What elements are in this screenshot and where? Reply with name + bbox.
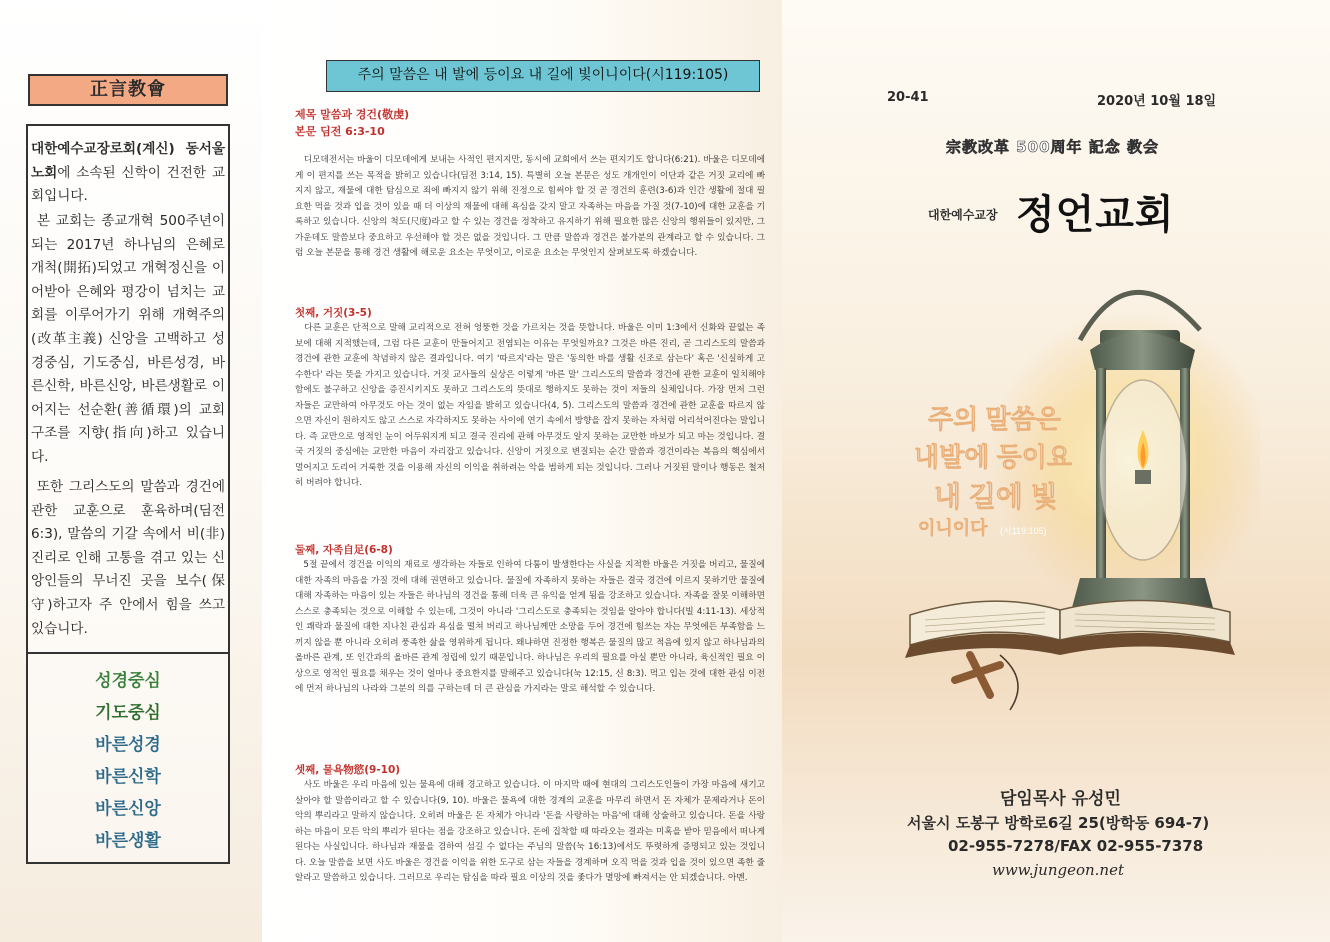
intro-paragraph-2: 본 교회는 종교개혁 500주년이 되는 2017년 하나님의 은혜로 개척(開拓)되었고 개혁정신을 이어받아 은혜와 평강이 넘치는 교회를 이루어가기 위해 개혁주의(改革主義) 신앙을 고백하고 성경중심, 기도중심, 바른성경, 바른신학, 바른신앙, 바른생활로 이어지는 선순환(善循環)의 교회 구조를 지향(指向)하고 있습니다.	[31, 213, 225, 465]
section-heading-1: 첫째, 거짓(3-5)	[295, 307, 372, 319]
cover-subtitle: 宗教改革 500周年 記念 教会	[946, 138, 1159, 156]
intro-text-1: 에 소속된 신학이 건전한 교회입니다.	[31, 164, 225, 205]
issue-number: 20-41	[887, 90, 929, 105]
church-website: www.jungeon.net	[992, 861, 1124, 879]
value-item: 바른생활	[95, 831, 161, 851]
core-values-list	[26, 654, 230, 864]
sermon-title: 제목 말씀과 경건(敬虔)	[295, 108, 410, 121]
lantern-bible-illustration	[900, 260, 1260, 720]
intro-paragraph-1	[31, 138, 225, 209]
sermon-intro: 디모데전서는 바울이 디모데에게 보내는 사적인 편지지만, 동시에 교회에서 쓰는 편지기도 합니다(6:21). 바울은 디모데에게 이 편지를 쓰는 목적을 밝히고 있습니다(딤전 3:14, 15). 특별히 오늘 본문은 성도 개개인이 이단과 같은 거짓 교리에 빠지지 않고, 재물에 대한 탐심으로 죄에 빠지지 않기 위해 진정으로 힘써야 할 것 곧 경건의 훈련(3-6)과 인간 생활에 절대 필요한 먹을 것과 입을 것이 있을 때 더 이상의 재물에 대해 욕심을 갖지 말고 자족하는 마음을 가질 것(7-10)에 대한 교훈을 기록하고 있습니다. 신앙의 척도(尺度)라고 할 수 있는 경건을 정착하고 유지하기 위해 필요한 많은 신앙의 행위들이 있지만, 그 가운데도 말씀보다 중요하고 우선해야 할 것은 없을 것입니다. 그 만큼 말씀과 경건은 불가분의 관계라고 할 수 있습니다. 그럼 오늘 본문을 통해 경건 생활에 해로운 요소는 무엇이고, 이로운 요소는 무엇인지 살펴보도록 하겠습니다.	[295, 155, 765, 258]
church-label: 正言教會	[28, 74, 228, 106]
value-item: 바른신학	[95, 767, 161, 787]
church-name: 정언교회	[1016, 192, 1175, 238]
section-body-1: 다른 교훈은 단적으로 말해 교리적으로 전혀 엉뚱한 것을 가르치는 것을 뜻합니다. 바울은 이미 1:3에서 신화와 끝없는 족보에 대해 지적했는데, 그럼 다른 교훈이 만들어지고 전염되는 이유는 무엇일까요? 그것은 바른 진리, 곧 그리스도의 말씀과 경건에 관한 교훈에 착념하지 않은 결과입니다. 여기 '따르지'라는 말은 '동의한 바를 생활 신조로 삼는다' 혹은 '신실하게 고수한다' 라는 뜻을 가지고 있습니다. 거짓 교사들의 실상은 이렇게 '바른 말' 그리스도의 말씀과 경건에 관한 교훈이 일치해야 함에도 불구하고 신앙을 증진시키지도 못하고 그리스도의 뜻대로 행하지도 못하는 것이 저들의 실체입니다. 가장 먼저 그런 자들은 교만하여 아무것도 아는 것이 없는 자임을 밝히고 있습니다(4, 5). 그리스도의 말씀과 경건에 관한 교훈을 따르지 않으면 자신이 원하지도 않고 스스로 자각하지도 못하는 사이에 연기 속에서 방향을 잡지 못하는 자처럼 어리석어진다는 말입니다. 즉 교만으로 영적인 눈이 어두워지게 되고 결국 진리에 관해 아무것도 알지 못하는 교만한 바보가 되고 마는 것입니다. 결국 거짓의 중심에는 교만한 마음이 자리잡고 있습니다. 신앙이 거짓으로 변질되는 순간 말씀과 경건이라는 복음의 핵심에서 멀어지고 도리어 거룩한 것을 이용해 자신의 이익을 취하려는 악을 범하게 되는 것입니다. 그러나 거짓된 말이나 행동은 철저히 버려야 합니다.	[295, 323, 765, 488]
left-panel	[0, 0, 262, 942]
art-verse-line: 내발에 등이요	[914, 442, 1072, 472]
art-verse-line: 주의 말씀은	[928, 404, 1061, 434]
intro-paragraph-3: 또한 그리스도의 말씀과 경건에 관한 교훈으로 훈육하며(딤전 6:3), 말씀의 기갈 속에서 비(非) 진리로 인해 고통을 겪고 있는 신앙인들의 무너진 곳을 보수(保守)하고자 주 안에서 힘을 쓰고 있습니다.	[31, 479, 225, 637]
verse-banner: 주의 말씀은 내 발에 등이요 내 길에 빛이니이다(시119:105)	[326, 60, 760, 92]
art-verse-ref: (시119:105)	[1000, 526, 1047, 536]
section-heading-3: 셋째, 물욕物慾(9-10)	[295, 764, 401, 776]
bulletin-date: 2020년 10월 18일	[1097, 94, 1217, 109]
church-phone: 02-955-7278/FAX 02-955-7378	[948, 837, 1204, 855]
intro-box	[26, 124, 230, 654]
presbytery-name: 대한예수교장로회(계신) 동서울 노회	[31, 141, 225, 181]
value-item: 기도중심	[95, 703, 161, 723]
pastor-name: 담임목사 유성민	[1000, 789, 1121, 809]
value-item: 성경중심	[95, 671, 161, 691]
section-body-2: 5절 끝에서 경건을 이익의 재료로 생각하는 자들로 인하여 다툼이 발생한다는 사실을 지적한 바울은 거짓을 버리고, 물질에 대한 자족의 마음을 가질 것에 대해 권면하고 있습니다. 물질에 자족하지 못하는 자들은 결국 경건에 이르지 못하기만 물질에 대해 자족하는 마음이 있는 자들은 하나님의 경건을 통해 더욱 큰 유익을 얻게 됨을 강조하고 있습니다. 자족을 잘못 이해하면 스스로 충족되는 것으로 이해할 수 있는데, 그것이 아니라 '그리스도로 충족되는 것임을 알아야 합니다(빌 4:11-13). 세상적인 쾌락과 물질에 대한 지나친 관심과 욕심을 떨쳐 버리고 하나님께만 소망을 두어 경건에 힘쓰는 자는 무엇에든 부족함을 느끼지 않을 뿐 아니라 오히려 풍족한 삶을 영위하게 됩니다. 왜냐하면 진정한 행복은 물질의 많고 적음에 있지 않고 하나님과의 올바른 관계, 또 인간과의 올바른 관계 정립에 있기 때문입니다. 하나님은 우리의 필요를 아실 뿐만 아니라, 육신적인 필요 이상으로 영적인 필요를 채우는 것이 얼마나 중요한지를 말해주고 있습니다(눅 12:15, 신 8:3). 먹고 입는 것에 대한 관심 이전에 먼저 하나님의 나라와 그분의 의를 구하는데 더 큰 관심을 가지라는 말로 해석할 수 있습니다.	[295, 560, 765, 694]
value-item: 바른성경	[95, 735, 161, 755]
art-verse-line: 이니이다	[918, 518, 988, 538]
denomination: 대한예수교장	[928, 208, 998, 222]
art-verse-line: 내 길에 빛	[934, 481, 1058, 512]
church-address: 서울시 도봉구 방학로6길 25(방학동 694-7)	[907, 814, 1210, 832]
value-item: 바른신앙	[95, 799, 161, 819]
section-body-3: 사도 바울은 우리 마음에 있는 물욕에 대해 경고하고 있습니다. 이 마지막 때에 현대의 그리스도인들이 가장 마음에 새기고 살아야 할 말씀이라고 할 수 있습니다(9, 10). 바울은 물욕에 대한 경계의 교훈을 마무리 하면서 돈 자체가 문제라거나 돈이 악의 뿌리라고 말하지 않습니다. 오히려 바울은 돈 자체가 아니라 '돈을 사랑하는 마음'에 대해 상술하고 있습니다. 돈을 사랑하는 마음이 모든 악의 뿌리가 된다는 점을 강조하고 있습니다. 돈에 집착할 때 따라오는 결과는 미혹을 받아 믿음에서 떠나게 된다는 사실입니다. 하나님과 재물을 겸하여 섬길 수 없다는 주님의 말씀(눅 16:13)에서도 뚜렷하게 증명되고 있는 것입니다. 오늘 말씀을 보면 사도 바울은 경건을 이익을 위한 도구로 삼는 자들을 경계하며 오직 먹을 것과 입을 것이 있으면 족한 줄 알라고 말씀하고 있습니다. 그러므로 우리는 탐심을 따라 필요 이상의 것을 좇다가 멸망에 빠져서는 안 되겠습니다. 아멘.	[295, 780, 765, 883]
sermon-text-ref: 본문 딤전 6:3-10	[295, 125, 385, 138]
section-heading-2: 둘째, 자족自足(6-8)	[295, 544, 393, 556]
